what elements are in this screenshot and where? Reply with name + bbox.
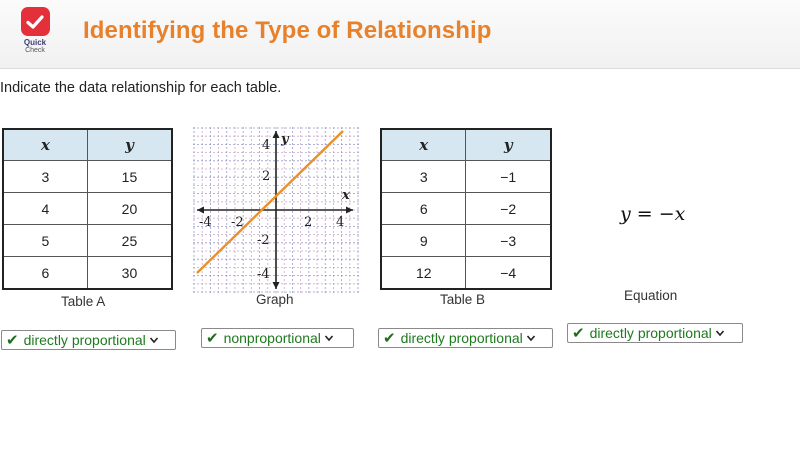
table-cell: 6 xyxy=(381,193,466,225)
table-cell: −2 xyxy=(466,193,551,225)
selected-value: nonproportional xyxy=(223,330,321,346)
x-tick-label: -2 xyxy=(231,215,244,230)
table-row xyxy=(381,257,551,290)
table-row xyxy=(381,161,551,193)
selected-value: directly proportional xyxy=(589,325,712,341)
equation-caption: Equation xyxy=(624,288,678,303)
table-row xyxy=(3,225,172,257)
table-row xyxy=(381,193,551,225)
table-cell: 4 xyxy=(3,193,87,225)
x-tick-label: -4 xyxy=(199,215,212,230)
table-cell: 12 xyxy=(381,257,466,290)
y-tick-label: -2 xyxy=(257,233,270,248)
table-cell: 20 xyxy=(87,193,172,225)
graph-caption: Graph xyxy=(256,292,294,307)
table-cell: 9 xyxy=(381,225,466,257)
selected-value: directly proportional xyxy=(400,330,523,346)
table-b xyxy=(380,128,552,290)
coordinate-graph xyxy=(193,127,359,293)
checkmark-icon: ✔ xyxy=(572,324,585,342)
table-b-answer-select[interactable] xyxy=(378,328,553,348)
table-cell: 6 xyxy=(3,257,87,290)
column-header-x: x xyxy=(3,129,87,161)
quick-check-logo xyxy=(16,7,54,59)
instructions-text: Indicate the data relationship for each table. xyxy=(0,80,282,96)
y-axis-label: y xyxy=(281,132,289,147)
table-row xyxy=(3,193,172,225)
selected-value: directly proportional xyxy=(23,332,146,348)
table-a xyxy=(2,128,173,290)
x-tick-label: 4 xyxy=(336,215,345,230)
graph-answer-select[interactable] xyxy=(201,328,354,348)
y-tick-label: 4 xyxy=(262,138,271,153)
table-cell: 25 xyxy=(87,225,172,257)
checkmark-icon: ✔ xyxy=(6,331,19,349)
table-row xyxy=(3,257,172,290)
table-cell: 15 xyxy=(87,161,172,193)
logo-text-check: Check xyxy=(25,47,45,54)
table-cell: −1 xyxy=(466,161,551,193)
table-header-row xyxy=(381,129,551,161)
equation-answer-select[interactable] xyxy=(567,323,743,343)
chevron-down-icon xyxy=(149,335,159,345)
table-row xyxy=(381,225,551,257)
table-b-caption: Table B xyxy=(440,292,486,307)
table-cell: 3 xyxy=(3,161,87,193)
table-cell: 3 xyxy=(381,161,466,193)
table-cell: 5 xyxy=(3,225,87,257)
y-tick-label: -4 xyxy=(257,267,270,282)
checkmark-icon xyxy=(21,7,50,36)
table-a-answer-select[interactable] xyxy=(1,330,176,350)
chevron-down-icon xyxy=(715,328,725,338)
header-bar xyxy=(0,0,800,69)
column-header-y: y xyxy=(87,129,172,161)
chevron-down-icon xyxy=(526,333,536,343)
table-a-caption: Table A xyxy=(61,294,106,309)
table-header-row xyxy=(3,129,172,161)
column-header-x: x xyxy=(381,129,466,161)
table-row xyxy=(3,161,172,193)
table-cell: −4 xyxy=(466,257,551,290)
checkmark-icon: ✔ xyxy=(206,329,219,347)
x-axis-label: x xyxy=(342,188,350,203)
logo-text-quick: Quick xyxy=(23,38,47,47)
table-cell: −3 xyxy=(466,225,551,257)
y-tick-label: 2 xyxy=(262,169,271,184)
table-cell: 30 xyxy=(87,257,172,290)
column-header-y: y xyxy=(466,129,551,161)
chevron-down-icon xyxy=(324,333,334,343)
page-title: Identifying the Type of Relationship xyxy=(83,17,492,44)
checkmark-icon: ✔ xyxy=(383,329,396,347)
equation-text: y = −x xyxy=(620,203,686,225)
x-tick-label: 2 xyxy=(304,215,313,230)
